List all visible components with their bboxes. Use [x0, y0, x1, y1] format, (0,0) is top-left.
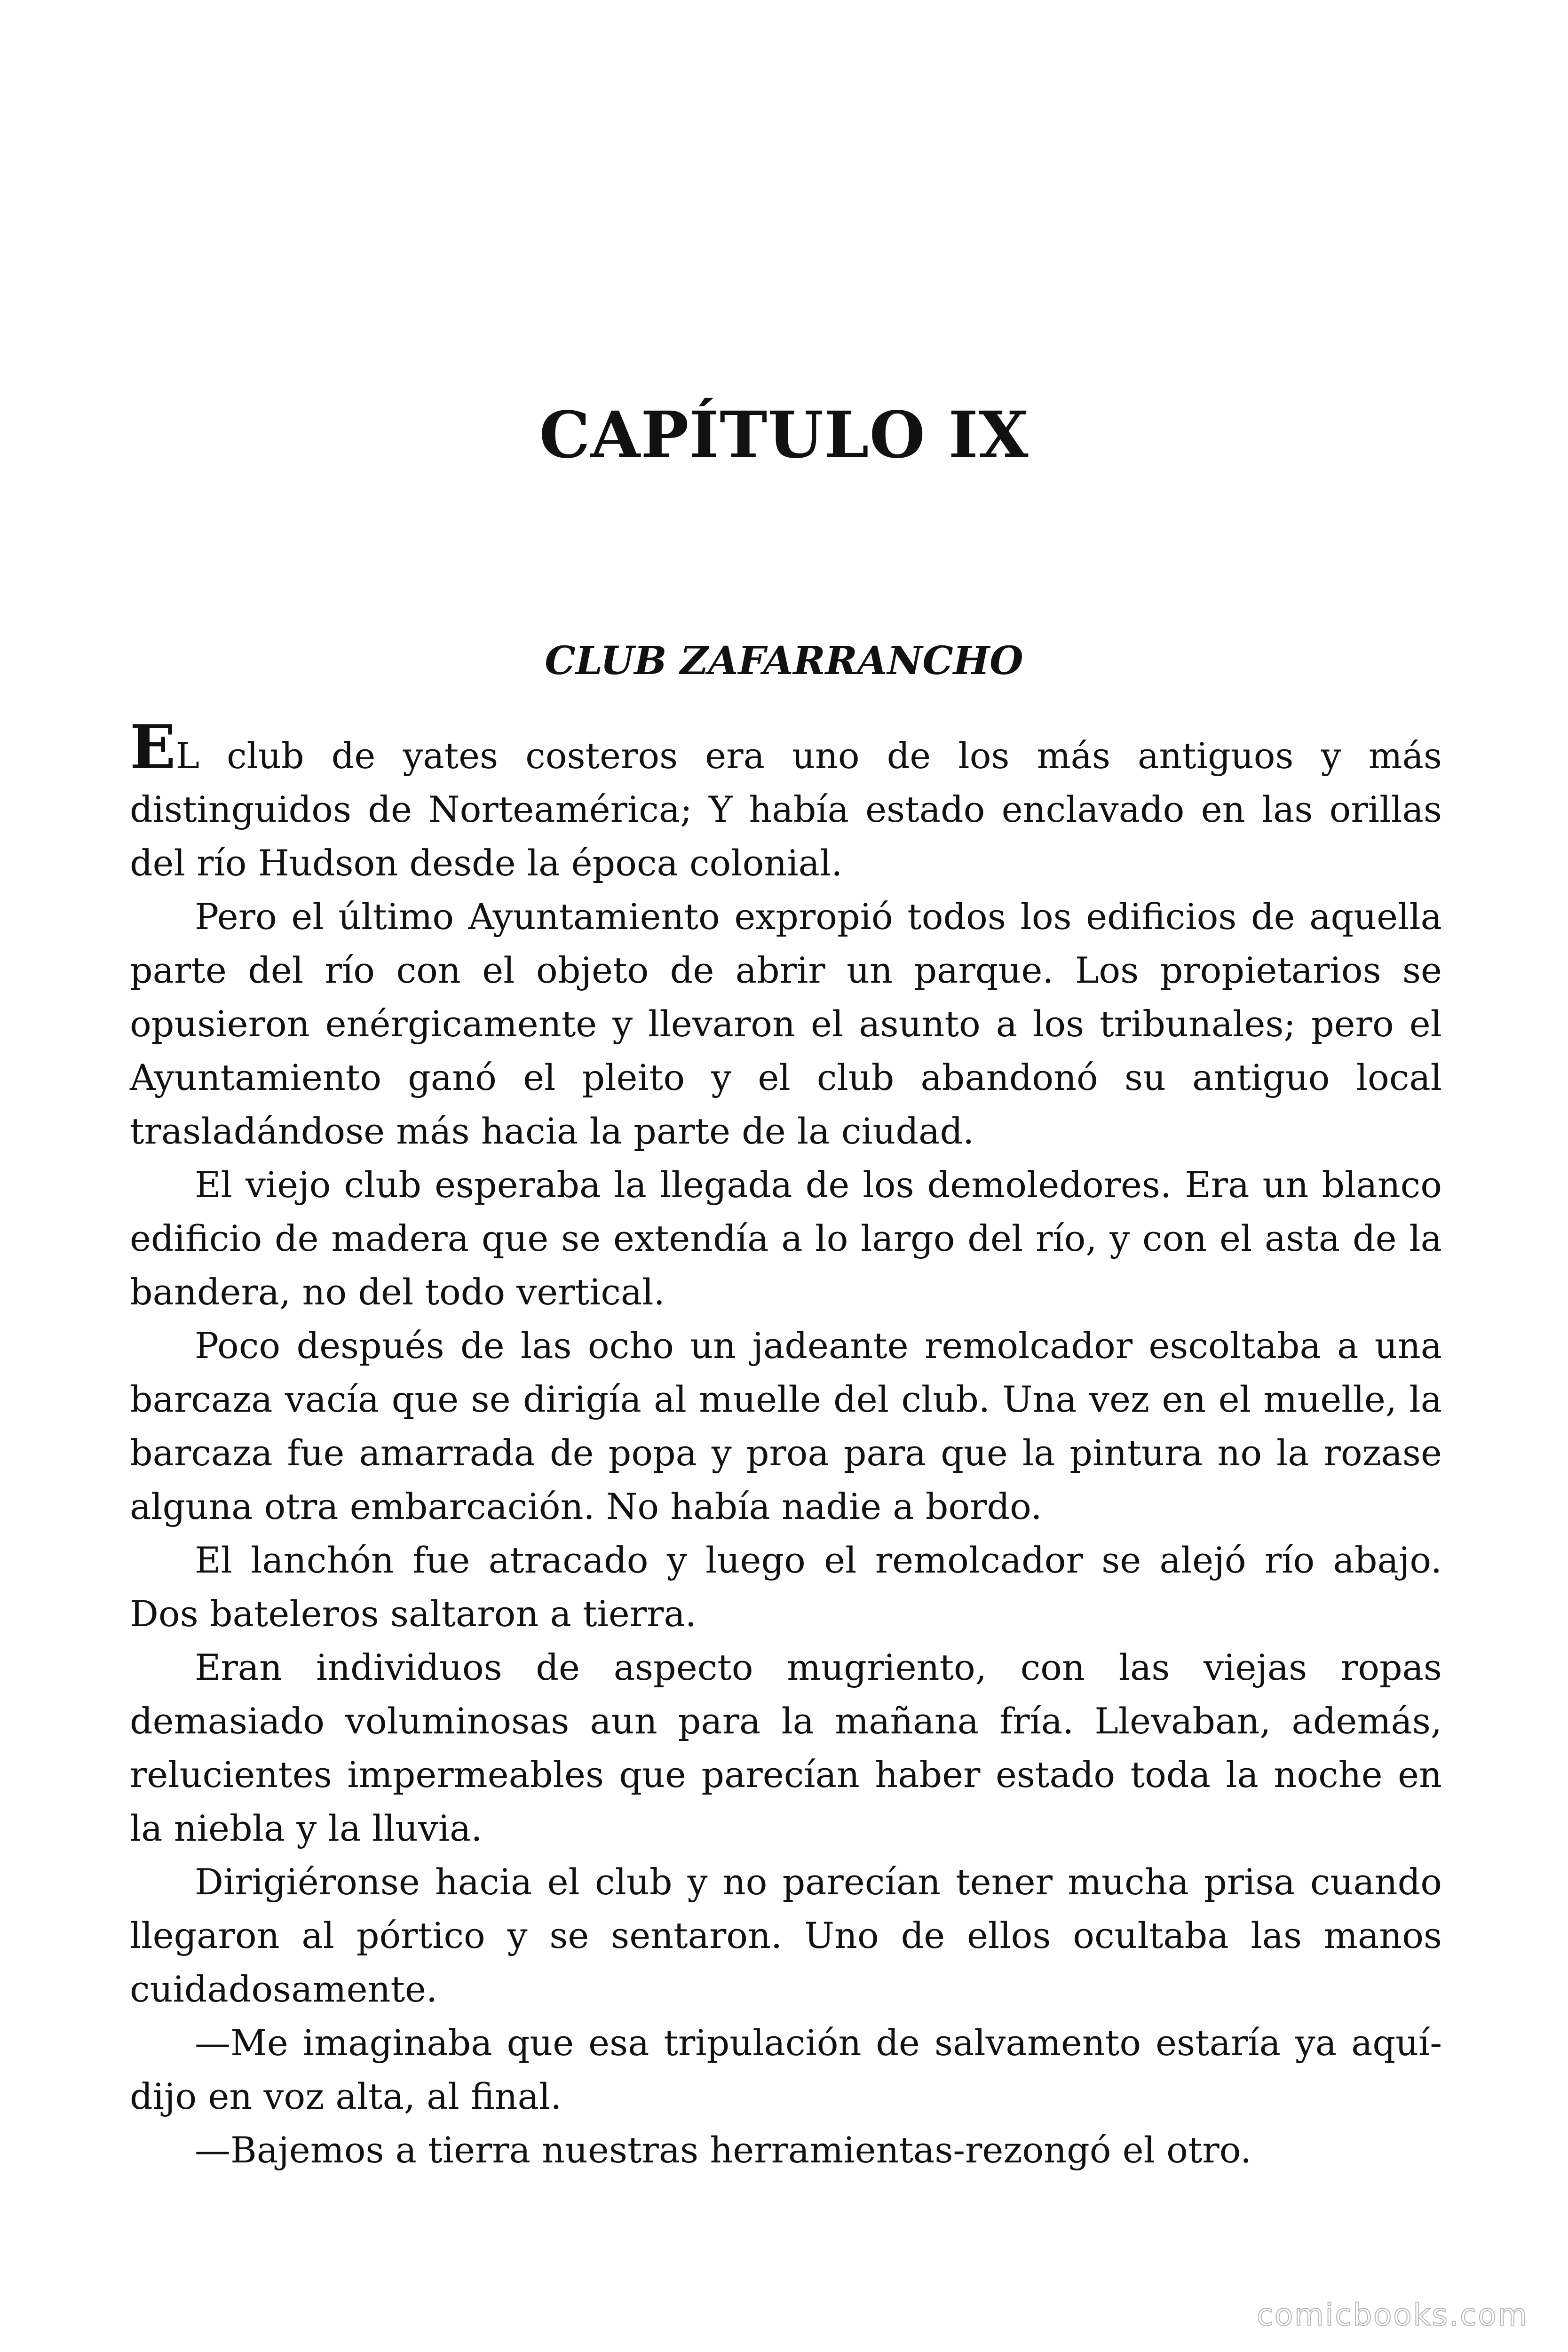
first-word-rest: L — [175, 735, 200, 777]
paragraph-5: El lanchón fue atracado y luego el remolcador se alejó río abajo. Dos bateleros saltaron a tierra. — [130, 1539, 1442, 1635]
paragraph-1-text: club de yates costeros era uno de los más antiguos y más distinguidos de Norteamérica; Y había estado enclavado en las orillas del río Hudson desde la época colonial. — [130, 735, 1442, 884]
paragraph-7: Dirigiéronse hacia el club y no parecían tener mucha prisa cuando llegaron al pórtico y se sentaron. Uno de ellos ocultaba las manos cuidadosamente. — [130, 1861, 1442, 2010]
paragraph-6: Eran individuos de aspecto mugriento, con las viejas ropas demasiado voluminosas aun para la mañana fría. Llevaban, además, relucientes impermeables que parecían haber estado toda la noche en la niebla y la lluvia. — [130, 1646, 1442, 1849]
paragraph-4: Poco después de las ocho un jadeante remolcador escoltaba a una barcaza vacía que se dirigía al muelle del club. Una vez en el muelle, la barcaza fue amarrada de popa y proa para que la pintura no la rozase alguna otra embarcación. No había nadie a bordo. — [130, 1325, 1442, 1527]
chapter-body — [130, 712, 1442, 2177]
paragraph-3: El viejo club esperaba la llegada de los demoledores. Era un blanco edificio de madera que se extendía a lo largo del río, y con el asta de la bandera, no del todo vertical. — [130, 1164, 1442, 1313]
paragraph-1 — [130, 712, 1442, 890]
chapter-title: CAPÍTULO IX — [539, 397, 1029, 473]
paragraph-9: —Bajemos a tierra nuestras herramientas-rezongó el otro. — [195, 2129, 1252, 2171]
paragraph-2: Pero el último Ayuntamiento expropió todos los edificios de aquella parte del río con el objeto de abrir un parque. Los propietarios se opusieron enérgicamente y llevaron el asunto a los tribunales; pero el Ayuntamiento ganó el pleito y el club abandonó su antiguo local trasladándose más hacia la parte de la ciudad. — [130, 896, 1442, 1152]
section-title: CLUB ZAFARRANCHO — [545, 638, 1023, 683]
paragraph-8: —Me imaginaba que esa tripulación de salvamento estaría ya aquí-dijo en voz alta, al final. — [130, 2022, 1442, 2117]
drop-cap: E — [130, 712, 176, 783]
watermark: comicbooks.com — [1256, 2298, 1528, 2333]
